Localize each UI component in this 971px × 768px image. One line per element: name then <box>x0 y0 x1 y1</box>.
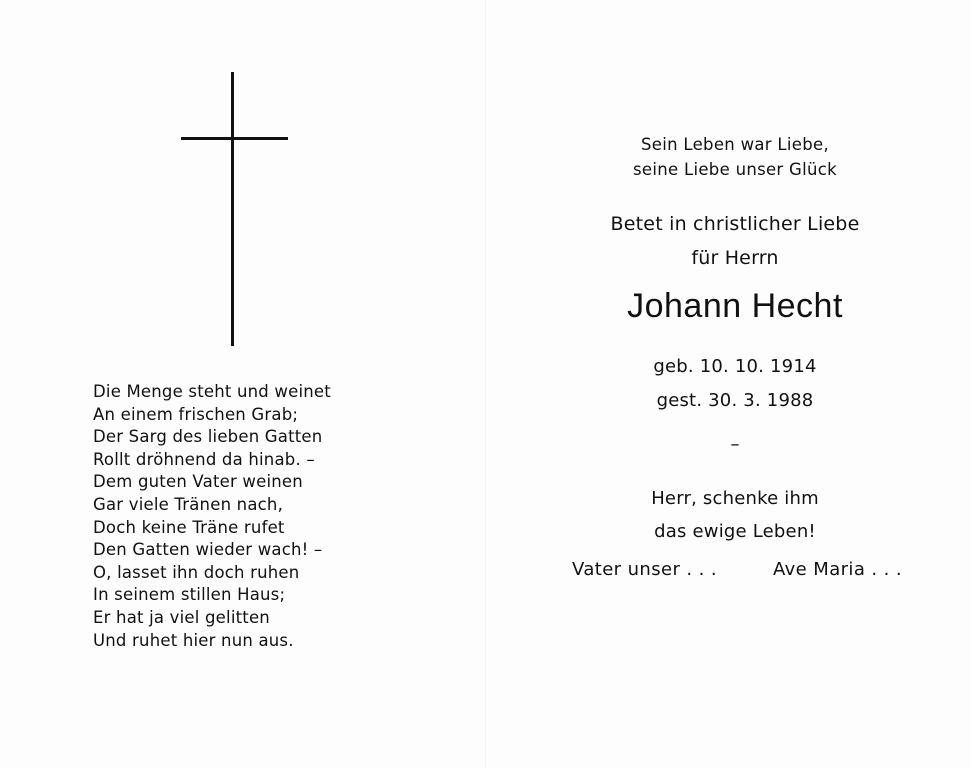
blessing-line-1: Herr, schenke ihm <box>651 488 819 509</box>
separator-dash: – <box>730 434 740 455</box>
life-dates <box>500 350 970 418</box>
poem-line: Doch keine Träne rufet <box>93 517 285 537</box>
poem-line: Er hat ja viel gelitten <box>93 607 270 627</box>
death-date: gest. 30. 3. 1988 <box>656 390 814 411</box>
blessing-line-2: das ewige Leben! <box>654 521 816 542</box>
blessing <box>500 482 970 548</box>
prayer-request <box>500 207 970 275</box>
motto-line-2: seine Liebe unser Glück <box>632 160 838 179</box>
poem-line: Gar viele Tränen nach, <box>93 494 284 514</box>
cross-horizontal-bar <box>181 137 288 140</box>
prayer-our-father: Vater unser . . . <box>572 559 717 580</box>
prayer-hail-mary: Ave Maria . . . <box>772 559 902 580</box>
prayer-list <box>572 556 902 584</box>
poem-line: An einem frischen Grab; <box>93 404 299 424</box>
poem <box>93 381 331 652</box>
birth-date: geb. 10. 10. 1914 <box>653 356 817 377</box>
poem-line: Rollt dröhnend da hinab. – <box>93 449 315 469</box>
cross-vertical-bar <box>231 72 234 346</box>
poem-line: In seinem stillen Haus; <box>93 585 286 605</box>
poem-line: Der Sarg des lieben Gatten <box>93 427 323 447</box>
motto <box>500 132 970 182</box>
poem-line: Und ruhet hier nun aus. <box>93 630 294 650</box>
poem-line: O, lasset ihn doch ruhen <box>93 562 300 582</box>
poem-line: Dem guten Vater weinen <box>93 472 303 492</box>
deceased-name: Johann Hecht <box>627 287 843 325</box>
motto-line-1: Sein Leben war Liebe, <box>640 135 830 154</box>
card-fold <box>485 0 486 768</box>
prayer-request-line-2: für Herrn <box>691 247 779 269</box>
poem-line: Den Gatten wieder wach! – <box>93 540 323 560</box>
poem-line: Die Menge steht und weinet <box>93 382 331 401</box>
prayer-request-line-1: Betet in christlicher Liebe <box>610 213 860 235</box>
